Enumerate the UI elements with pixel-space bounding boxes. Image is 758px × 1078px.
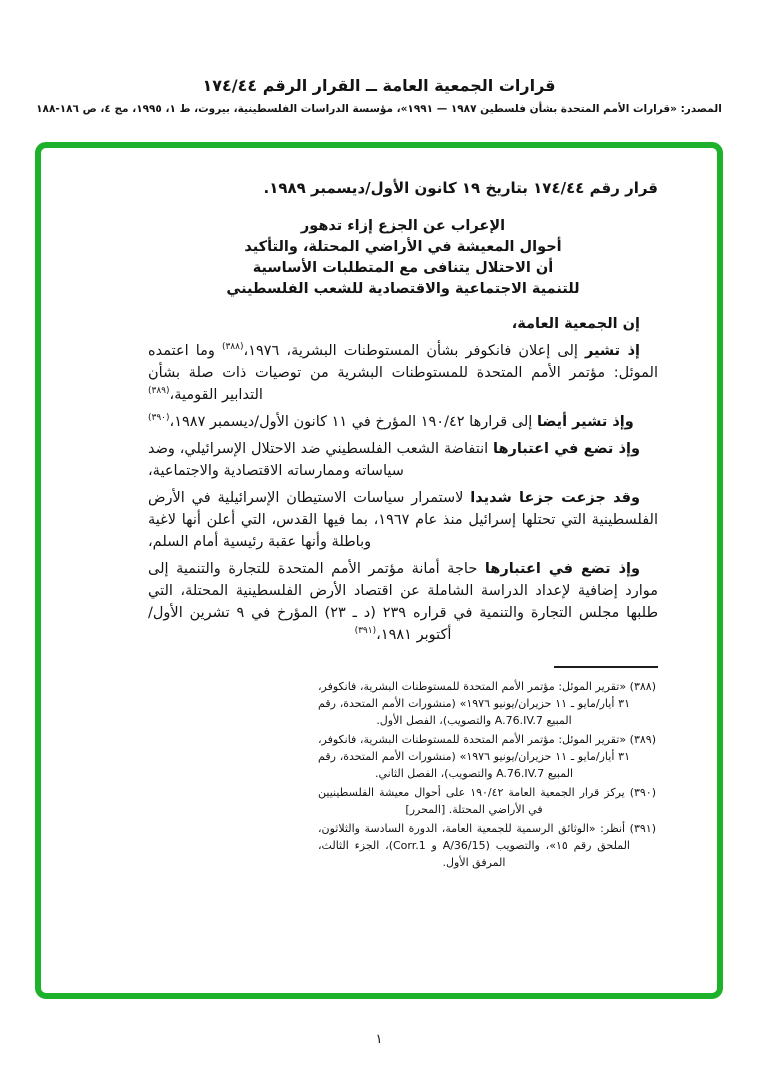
footnote-ref: (٣٨٨) — [221, 342, 244, 353]
resolution-title: قرار رقم ١٧٤/٤٤ بتاريخ ١٩ كانون الأول/ديسمبر ١٩٨٩. — [263, 179, 658, 197]
footnote-text: يركز قرار الجمعية العامة ١٩٠/٤٢ على أحوال معيشة الفلسطينيين في الأراضي المحتلة. [المحرر] — [318, 786, 625, 816]
resolution-frame — [35, 142, 723, 999]
paragraph-lead: وإذ تشير أيضا — [536, 414, 634, 430]
footnote — [318, 784, 656, 818]
resolution-subtitle — [148, 216, 658, 300]
subtitle-line: أن الاحتلال يتنافى مع المتطلبات الأساسية — [252, 260, 554, 276]
doc-header — [0, 0, 758, 115]
footnote-text: «تقرير الموئل: مؤتمر الأمم المتحدة للمستوطنات البشرية، فانكوفر، ٣١ أيار/مايو ـ ١١ حزيران/يونيو ١٩٧٦» (منشورات الأمم المتحدة، رقم المبيع A.76.IV.7 والتصويب)، الفصل الثاني. — [318, 733, 630, 780]
preamble-paragraph — [148, 411, 658, 433]
footnote-ref: (٣٩١) — [354, 626, 377, 637]
preamble-paragraph — [148, 340, 658, 406]
source-citation-line: المصدر: «قرارات الأمم المتحدة بشأن فلسطين ١٩٨٧ — ١٩٩١»، مؤسسة الدراسات الفلسطينية، بيروت، ط ١، ١٩٩٥، مج ٤، ص ١٨٦-١٨٨ — [36, 103, 722, 115]
footnotes-block — [318, 678, 656, 871]
footnote — [318, 678, 656, 729]
paragraph-lead: إذ تشير — [584, 343, 640, 359]
subtitle-line: الإعراب عن الجزع إزاء تدهور — [300, 218, 506, 234]
paragraph-lead: وإذ تضع في اعتبارها — [484, 561, 640, 577]
paragraph-lead: وقد جزعت جزعا شديدا — [470, 490, 641, 506]
resolution-content — [41, 148, 717, 871]
footnote-marker: (٣٩٠) — [629, 786, 657, 799]
page-header-title: قرارات الجمعية العامة ــ القرار الرقم ١٧٤/٤٤ — [202, 76, 556, 95]
paragraph-text: لاستمرار سياسات الاستيطان الإسرائيلية في الأرض الفلسطينية التي تحتلها إسرائيل منذ عام ١٩٦٧، بما فيها القدس، التي أعلن أنها لاغية وباطلة وأنها عقبة رئيسية أمام السلم، — [148, 490, 658, 550]
preamble-paragraph — [148, 558, 658, 646]
subtitle-line: أحوال المعيشة في الأراضي المحتلة، والتأكيد — [244, 239, 562, 255]
footnote-text: أنظر: «الوثائق الرسمية للجمعية العامة، الدورة السادسة والثلاثون، الملحق رقم ١٥»، والتصويب (A/36/15 و Corr.1)، الجزء الثالث، المرفق الأول. — [318, 822, 630, 869]
preamble-paragraph — [148, 438, 658, 482]
paragraph-text: انتفاضة الشعب الفلسطيني ضد الاحتلال الإسرائيلي، وضد سياساته وممارساته الاقتصادية والاجتماعية، — [148, 441, 493, 479]
paragraph-text: إلى قرارها ١٩٠/٤٢ المؤرخ في ١١ كانون الأول/ديسمبر ١٩٨٧، — [169, 414, 537, 430]
footnote — [318, 820, 656, 871]
footnote — [318, 731, 656, 782]
preamble-paragraph — [148, 487, 658, 553]
subtitle-line: للتنمية الاجتماعية والاقتصادية للشعب الفلسطيني — [226, 281, 580, 297]
paragraph-text: إلى إعلان فانكوفر بشأن المستوطنات البشرية، ١٩٧٦، — [243, 343, 585, 359]
paragraph-lead: وإذ تضع في اعتبارها — [493, 441, 640, 457]
footnote-marker: (٣٨٨) — [629, 680, 656, 693]
opening-line: إن الجمعية العامة، — [511, 316, 640, 332]
paragraph-text: وما اعتمده الموئل: مؤتمر الأمم المتحدة للمستوطنات البشرية من توصيات ذات صلة بشأن التدابير القومية، — [148, 343, 658, 403]
footnote-text: «تقرير الموئل: مؤتمر الأمم المتحدة للمستوطنات البشرية، فانكوفر، ٣١ أيار/مايو ـ ١١ حزيران/يونيو ١٩٧٦» (منشورات الأمم المتحدة، رقم المبيع A.76.IV.7 والتصويب)، الفصل الأول. — [318, 680, 630, 727]
page-number: ١ — [375, 1032, 383, 1047]
footnote-marker: (٣٨٩) — [629, 733, 656, 746]
paragraph-text: حاجة أمانة مؤتمر الأمم المتحدة للتجارة والتنمية إلى موارد إضافية لإعداد الدراسة الشاملة عن اقتصاد الأرض الفلسطينية المحتلة، التي طلبها مجلس التجارة والتنمية في قراره ٢٣٩ (د ـ ٢٣) المؤرخ في ٩ تشرين الأول/أكتوبر ١٩٨١، — [148, 561, 658, 643]
footnote-ref: (٣٩٠) — [148, 413, 170, 424]
footnote-marker: (٣٩١) — [629, 822, 656, 835]
footnote-ref: (٣٨٩) — [148, 386, 170, 397]
footnote-separator — [554, 666, 658, 668]
